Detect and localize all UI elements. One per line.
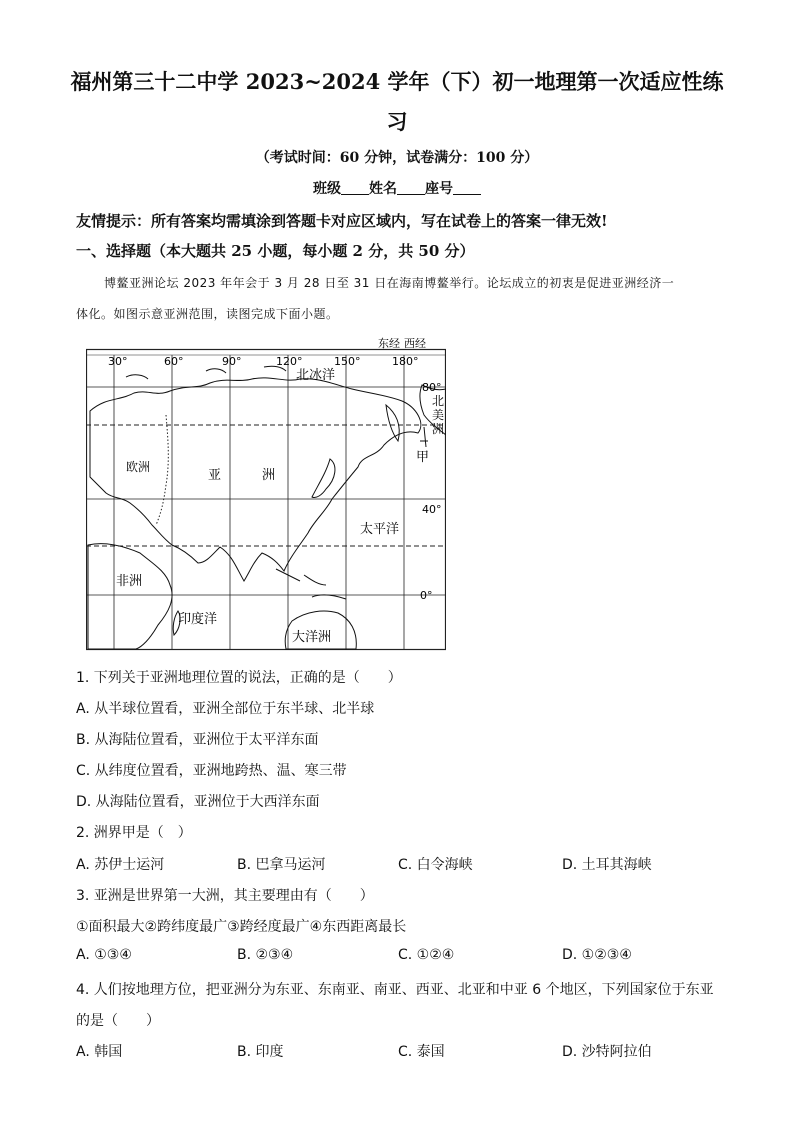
q2-option-c[interactable]: C. 白令海峡 xyxy=(398,857,473,873)
q2-option-a[interactable]: A. 苏伊士运河 xyxy=(76,857,165,873)
map-frame xyxy=(87,350,446,650)
seat-label: 座号 xyxy=(425,181,453,197)
label-africa: 非洲 xyxy=(116,574,143,589)
q4-stem-line1: 4. 人们按地理方位，把亚洲分为东亚、东南亚、南亚、西亚、北亚和中亚 6 个地区，下列国家位于东亚 xyxy=(76,982,714,998)
page-title-line1: 福州第三十二中学 2023~2024 学年（下）初一地理第一次适应性练 xyxy=(70,69,724,94)
lat-80: 80° xyxy=(422,381,442,394)
label-asia-2: 洲 xyxy=(262,468,276,483)
lon-120: 120° xyxy=(276,355,303,368)
map-coastlines xyxy=(88,366,446,649)
label-west-longitude: 西经 xyxy=(404,337,426,350)
q4-stem-line2: 的是（ ） xyxy=(76,1013,160,1029)
q1-option-b[interactable]: B. 从海陆位置看，亚洲位于太平洋东面 xyxy=(76,732,319,748)
q3-option-c[interactable]: C. ①②④ xyxy=(398,947,455,963)
lon-150: 150° xyxy=(334,355,361,368)
q3-option-b[interactable]: B. ②③④ xyxy=(237,947,294,963)
label-arctic-ocean: 北冰洋 xyxy=(296,368,336,383)
lat-40: 40° xyxy=(422,503,442,516)
q1-option-c[interactable]: C. 从纬度位置看，亚洲地跨热、温、寒三带 xyxy=(76,763,347,779)
lon-30: 30° xyxy=(108,355,128,368)
q1-option-a[interactable]: A. 从半球位置看，亚洲全部位于东半球、北半球 xyxy=(76,701,375,717)
q3-statements: ①面积最大②跨纬度最广③跨经度最广④东西距离最长 xyxy=(76,919,407,935)
q4-option-b[interactable]: B. 印度 xyxy=(237,1044,284,1060)
map-meridians xyxy=(114,355,404,649)
label-na-3: 洲 xyxy=(432,422,445,436)
lat-0: 0° xyxy=(420,589,433,602)
q1-stem: 1. 下列关于亚洲地理位置的说法，正确的是（ ） xyxy=(76,670,402,686)
q3-option-d[interactable]: D. ①②③④ xyxy=(562,947,632,963)
label-oceania: 大洋洲 xyxy=(292,630,332,645)
label-jia: 甲 xyxy=(416,450,430,465)
q3-stem: 3. 亚洲是世界第一大洲，其主要理由有（ ） xyxy=(76,888,374,904)
q2-stem: 2. 洲界甲是（ ） xyxy=(76,825,192,841)
exam-info: （考试时间：60 分钟，试卷满分：100 分） xyxy=(255,150,539,166)
intro-line1: 博鳌亚洲论坛 2023 年年会于 3 月 28 日至 31 日在海南博鳌举行。论坛成立的初衷是促进亚洲经济一 xyxy=(104,276,675,290)
page-title-line2: 习 xyxy=(386,109,408,134)
asia-map xyxy=(86,335,446,653)
q2-option-b[interactable]: B. 巴拿马运河 xyxy=(237,857,326,873)
name-blank[interactable] xyxy=(397,180,425,195)
lon-60: 60° xyxy=(164,355,184,368)
seat-blank[interactable] xyxy=(453,180,481,195)
q4-option-a[interactable]: A. 韩国 xyxy=(76,1044,123,1060)
label-pacific-ocean: 太平洋 xyxy=(360,522,400,537)
label-indian-ocean: 印度洋 xyxy=(178,612,218,627)
class-blank[interactable] xyxy=(341,180,369,195)
section-heading: 一、选择题（本大题共 25 小题，每小题 2 分，共 50 分） xyxy=(76,242,475,260)
lon-90: 90° xyxy=(222,355,242,368)
q4-option-c[interactable]: C. 泰国 xyxy=(398,1044,445,1060)
q1-option-d[interactable]: D. 从海陆位置看，亚洲位于大西洋东面 xyxy=(76,794,320,810)
q2-option-d[interactable]: D. 土耳其海峡 xyxy=(562,857,652,873)
label-na-2: 美 xyxy=(432,408,445,422)
europe-asia-boundary xyxy=(156,415,168,525)
name-label: 姓名 xyxy=(369,181,397,197)
q4-option-d[interactable]: D. 沙特阿拉伯 xyxy=(562,1044,652,1060)
intro-line2: 体化。如图示意亚洲范围，读图完成下面小题。 xyxy=(76,307,339,321)
jia-marker xyxy=(420,427,428,447)
class-label: 班级 xyxy=(313,181,341,197)
lon-180: 180° xyxy=(392,355,419,368)
student-info-line xyxy=(0,178,794,198)
label-europe: 欧洲 xyxy=(126,460,151,474)
map-parallels xyxy=(86,387,446,595)
label-asia-1: 亚 xyxy=(208,468,222,483)
notice: 友情提示：所有答案均需填涂到答题卡对应区域内，写在试卷上的答案一律无效! xyxy=(76,212,608,230)
q3-option-a[interactable]: A. ①③④ xyxy=(76,947,132,963)
label-na-1: 北 xyxy=(432,394,445,408)
label-east-longitude: 东经 xyxy=(378,337,400,350)
